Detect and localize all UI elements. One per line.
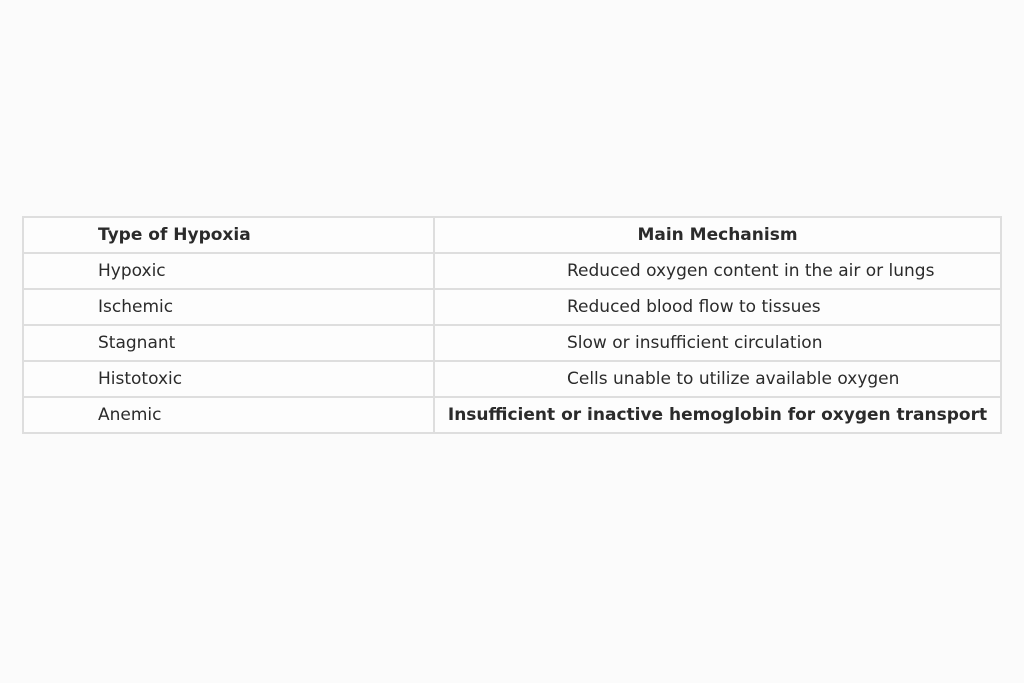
header-mechanism: Main Mechanism [434,217,1001,253]
cell-mechanism: Cells unable to utilize available oxygen [434,361,1001,397]
cell-type: Ischemic [23,289,434,325]
hypoxia-table [22,216,1002,434]
cell-mechanism: Slow or insufficient circulation [434,325,1001,361]
header-type: Type of Hypoxia [23,217,434,253]
table-row [23,397,1001,433]
cell-type: Anemic [23,397,434,433]
table-row [23,289,1001,325]
table-header-row [23,217,1001,253]
table-row [23,253,1001,289]
cell-mechanism: Reduced oxygen content in the air or lungs [434,253,1001,289]
cell-type: Stagnant [23,325,434,361]
cell-type: Histotoxic [23,361,434,397]
table-row [23,325,1001,361]
table-row [23,361,1001,397]
cell-mechanism: Reduced blood flow to tissues [434,289,1001,325]
cell-type: Hypoxic [23,253,434,289]
cell-mechanism: Insufficient or inactive hemoglobin for oxygen transport [434,397,1001,433]
